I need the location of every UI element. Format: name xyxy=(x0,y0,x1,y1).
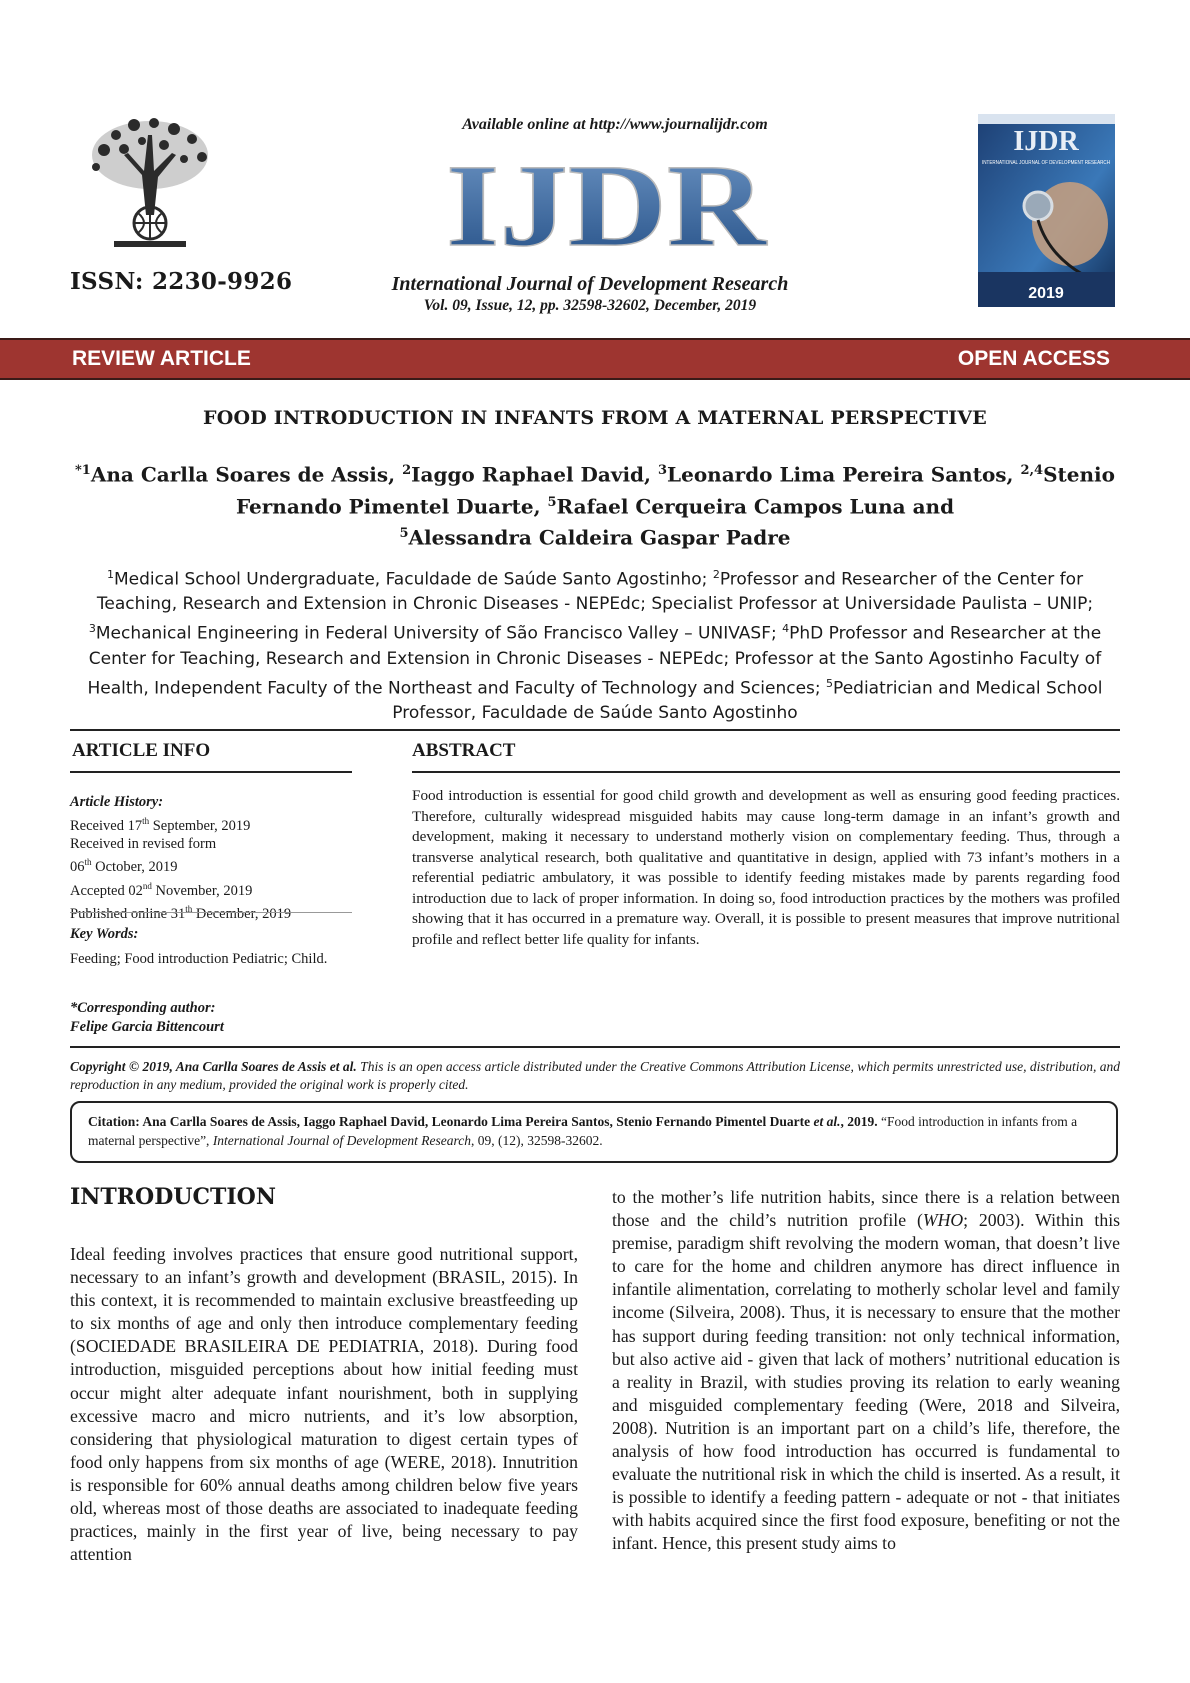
issn: ISSN: 2230-9926 xyxy=(70,268,293,295)
review-article-label: REVIEW ARTICLE xyxy=(72,347,251,370)
divider xyxy=(70,771,352,773)
author-name: Ana Carlla Soares de Assis, xyxy=(90,462,396,487)
author-name: Rafael Cerqueira Campos Luna and xyxy=(556,494,955,519)
corresponding-author: Felipe Garcia Bittencourt xyxy=(70,1018,224,1035)
article-history-label: Article History: xyxy=(70,794,164,810)
tree-globe-logo xyxy=(84,115,216,255)
introduction-heading: INTRODUCTION xyxy=(70,1184,276,1210)
revised-label: Received in revised form xyxy=(70,835,217,852)
published-date: Published online 31th December, 2019 xyxy=(70,903,292,922)
author-name: Iaggo Raphael David, xyxy=(411,462,652,487)
cover-title: IJDR xyxy=(1013,126,1079,157)
divider xyxy=(70,729,1120,731)
author-list: $^{*1}$Ana Carlla Soares de Assis, $^2$Iaggo Raphael David, $^3$Leonardo Lima Pereira Santos, $^{2,4}$Stenio Fernando Pimentel Duarte, $^5$Rafael Cerqueira Campos Luna and $^5$Alessandra Caldeira Gaspar Padre xyxy=(75,462,1115,550)
accepted-date: Accepted 02nd November, 2019 xyxy=(70,880,253,899)
open-access-label: OPEN ACCESS xyxy=(957,347,1110,370)
article-info-heading: ARTICLE INFO xyxy=(72,740,211,761)
paper-title: FOOD INTRODUCTION IN INFANTS FROM A MATERNAL PERSPECTIVE xyxy=(203,407,987,429)
cover-subtitle: INTERNATIONAL JOURNAL OF DEVELOPMENT RESEARCH xyxy=(982,160,1111,166)
author-name: Stenio Fernando Pimentel Duarte, xyxy=(235,462,1115,519)
introduction-left-column: Ideal feeding involves practices that ensure good nutritional support, necessary to an infant’s growth and development (BRASIL, 2015). In this context, it is recommended to maintain exclusive breastfeeding up to six months of age and only then introduce complementary feeding (SOCIEDADE BRASILEIRA DE PEDIATRIA, 2018). During food introduction, misguided perceptions about how initial feeding must occur might alter adequate infant nourishment, both in supplying excessive macro and micro nutrients, and it’s low absorption, considering that physiological maturation to digest certain types of food only happens from six months of age (WERE, 2018). Innutrition is responsible for 60% annual deaths among children below five years old, whereas most of those deaths are associated to inadequate feeding practices, mainly in the first year of live, being necessary to pay attention xyxy=(70,1244,578,1565)
keywords-label: Key Words: xyxy=(70,926,139,942)
abstract-text: Food introduction is essential for good child growth and development as well as ensuring good feeding practices. Therefore, culturally widespread misguided habits may cause long-term damage in an infant’s growth and development, making it necessary to understand motherly vision on complementary feeding. Thus, through a transverse analytical research, both qualitative and quantitative in design, applied with 73 infant’s mothers in a referential pediatric ambulatory, it was possible to identify feeding mistakes made by parents regarding food introduction due to lack of proper information. In doing so, food introduction practices by the mothers was profiled showing that it has occurred in a premature way. Overall, it is possible to present measures that improve nutritional profile and reflect better life quality for infants. xyxy=(412,787,1120,948)
journal-cover-image xyxy=(978,114,1115,307)
revised-date: 06th October, 2019 xyxy=(70,857,178,876)
author-name: Leonardo Lima Pereira Santos, xyxy=(667,462,1014,487)
citation-text: Citation: Ana Carlla Soares de Assis, Iaggo Raphael David, Leonardo Lima Pereira Santos, Stenio Fernando Pimentel Duarte et al., 2019. “Food introduction in infants from a maternal perspective”, International Journal of Development Research, 09, (12), 32598-32602. xyxy=(88,1114,1078,1148)
received-date: Received 17th September, 2019 xyxy=(70,815,251,834)
article-history xyxy=(70,793,291,923)
corresponding-block xyxy=(70,999,224,1036)
journal-name: International Journal of Development Research xyxy=(391,273,789,295)
cover-year: 2019 xyxy=(1028,285,1064,302)
journal-volume-line: Vol. 09, Issue, 12, pp. 32598-32602, December, 2019 xyxy=(423,297,757,314)
author-name: Alessandra Caldeira Gaspar Padre xyxy=(408,525,791,550)
keywords: Feeding; Food introduction Pediatric; Child. xyxy=(70,950,328,967)
abstract-heading: ABSTRACT xyxy=(412,740,516,761)
divider xyxy=(70,912,352,913)
divider xyxy=(412,771,1120,773)
copyright-notice: Copyright © 2019, Ana Carlla Soares de Assis et al. This is an open access article distributed under the Creative Commons Attribution License, which permits unrestricted use, distribution, and reproduction in any medium, provided the original work is properly cited. xyxy=(70,1059,1121,1092)
ijdr-logo xyxy=(436,150,776,260)
divider xyxy=(70,1046,1120,1048)
keywords-block xyxy=(70,925,330,968)
ijdr-logo-text: IJDR xyxy=(446,150,769,260)
affiliations: $^1$Medical School Undergraduate, Faculdade de Saúde Santo Agostinho; $^2$Professor and Researcher of the Center for Teaching, Research and Extension in Chronic Diseases - NEPEdc; Specialist Professor at Universidade Paulista – UNIP; $^3$Mechanical Engineering in Federal University of São Francisco Valley – UNIVASF; $^4$PhD Professor and Researcher at the Center for Teaching, Research and Extension in Chronic Diseases - NEPEdc; Professor at the Santo Agostinho Faculty of Health, Independent Faculty of the Northeast and Faculty of Technology and Sciences; $^5$Pediatrician and Medical School Professor, Faculdade de Saúde Santo Agostinho xyxy=(87,568,1103,723)
available-online-url[interactable]: Available online at http://www.journalijdr.com xyxy=(462,116,768,133)
introduction-right-column: to the mother’s life nutrition habits, since there is a relation between those and the child’s nutrition profile (WHO; 2003). Within this premise, paradigm shift revolving the modern woman, that doesn’t live to care for the home and children anymore has direct influence in infantile alimentation, correlating to motherly scholar level and family income (Silveira, 2008). Thus, it is necessary to ensure that the mother has support during feeding transition: not only technical information, but also active aid - given that lack of mothers’ nutritional education is a reality in Brazil, with studies proving its relation to early weaning and misguided complementary feeding (Were, 2018 and Silveira, 2008). Nutrition is an important part on a child’s life, therefore, the analysis of how food introduction has occurred is fundamental to evaluate the nutritional risk in which the child is inserted. As a result, it is possible to identify a feeding pattern - adequate or not - that initiates with habits acquired since the first food exposure, benefiting or not the infant. Hence, this present study aims to xyxy=(612,1187,1120,1554)
corresponding-label: *Corresponding author: xyxy=(70,1000,216,1016)
